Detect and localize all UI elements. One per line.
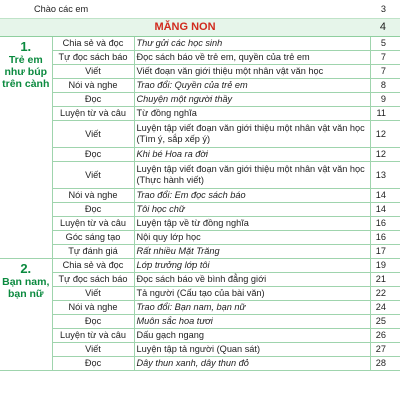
page-number: 14	[370, 189, 400, 203]
page-number: 16	[370, 217, 400, 231]
page-number: 12	[370, 121, 400, 148]
lesson-title: Trao đổi: Bạn nam, bạn nữ	[134, 301, 370, 315]
lesson-title: Luyện tập tả người (Quan sát)	[134, 343, 370, 357]
activity-label: Viết	[52, 343, 134, 357]
activity-label: Viết	[52, 121, 134, 148]
unit-number: 2.	[20, 261, 32, 276]
toc-row	[0, 315, 400, 329]
activity-label: Chia sẻ và đọc	[52, 37, 134, 51]
activity-label: Luyện từ và câu	[52, 329, 134, 343]
activity-label: Nói và nghe	[52, 79, 134, 93]
toc-row	[0, 259, 400, 273]
page-number: 26	[370, 329, 400, 343]
toc-row	[0, 343, 400, 357]
toc-row	[0, 301, 400, 315]
page-number: 14	[370, 203, 400, 217]
theme-title: MĂNG NON	[0, 19, 370, 37]
toc-row	[0, 37, 400, 51]
activity-label: Tự đánh giá	[52, 245, 134, 259]
activity-label: Đọc	[52, 148, 134, 162]
page-number: 8	[370, 79, 400, 93]
toc-row	[0, 162, 400, 189]
unit-number: 1.	[20, 39, 32, 54]
activity-label: Đọc	[52, 357, 134, 371]
activity-label: Viết	[52, 162, 134, 189]
activity-label: Viết	[52, 287, 134, 301]
unit-heading	[0, 259, 52, 371]
activity-label: Nói và nghe	[52, 301, 134, 315]
page-number: 12	[370, 148, 400, 162]
lesson-title: Luyện tập về từ đồng nghĩa	[134, 217, 370, 231]
activity-label: Viết	[52, 65, 134, 79]
page-number: 13	[370, 162, 400, 189]
lesson-title: Chuyện một người thầy	[134, 93, 370, 107]
unit-title: Bạn nam, bạn nữ	[2, 276, 50, 300]
page-number: 9	[370, 93, 400, 107]
lesson-title: Muôn sắc hoa tươi	[134, 315, 370, 329]
activity-label: Tự đọc sách báo	[52, 51, 134, 65]
toc-row	[0, 217, 400, 231]
page-number: 11	[370, 107, 400, 121]
activity-label: Nói và nghe	[52, 189, 134, 203]
lesson-title: Viết đoạn văn giới thiệu một nhân vật văn học	[134, 65, 370, 79]
lesson-title: Luyện tập viết đoạn văn giới thiệu một nhân vật văn học (Tìm ý, sắp xếp ý)	[134, 121, 370, 148]
page-number: 16	[370, 231, 400, 245]
toc-row	[0, 357, 400, 371]
page-number: 21	[370, 273, 400, 287]
toc-row	[0, 231, 400, 245]
page-number: 25	[370, 315, 400, 329]
toc-row	[0, 65, 400, 79]
page-number: 28	[370, 357, 400, 371]
toc-row	[0, 51, 400, 65]
page-number: 19	[370, 259, 400, 273]
lesson-title: Tôi học chữ	[134, 203, 370, 217]
lesson-title: Đọc sách báo về trẻ em, quyền của trẻ em	[134, 51, 370, 65]
lesson-title: Đọc sách báo về bình đẳng giới	[134, 273, 370, 287]
lesson-title: Từ đồng nghĩa	[134, 107, 370, 121]
toc-row	[0, 79, 400, 93]
activity-label: Tự đọc sách báo	[52, 273, 134, 287]
activity-label: Góc sáng tạo	[52, 231, 134, 245]
page-number: 5	[370, 37, 400, 51]
page-number: 17	[370, 245, 400, 259]
page-number: 27	[370, 343, 400, 357]
lesson-title: Trao đổi: Quyền của trẻ em	[134, 79, 370, 93]
page-number: 7	[370, 51, 400, 65]
lesson-title: Thư gửi các học sinh	[134, 37, 370, 51]
lesson-title: Dây thun xanh, dây thun đỏ	[134, 357, 370, 371]
lesson-title: Lớp trưởng lớp tôi	[134, 259, 370, 273]
lesson-title: Rất nhiều Mặt Trăng	[134, 245, 370, 259]
toc-row	[0, 203, 400, 217]
toc-row	[0, 121, 400, 148]
activity-label: Đọc	[52, 203, 134, 217]
activity-label: Chia sẻ và đọc	[52, 259, 134, 273]
page-number: 22	[370, 287, 400, 301]
page-number: 7	[370, 65, 400, 79]
lesson-title: Trao đổi: Em đọc sách báo	[134, 189, 370, 203]
toc-row	[0, 148, 400, 162]
toc-row	[0, 107, 400, 121]
lesson-title: Tả người (Cấu tạo của bài văn)	[134, 287, 370, 301]
lesson-title: Nội quy lớp học	[134, 231, 370, 245]
page-number: 24	[370, 301, 400, 315]
activity-label: Luyện từ và câu	[52, 217, 134, 231]
lesson-title: Dấu gạch ngang	[134, 329, 370, 343]
lesson-title: Luyện tập viết đoạn văn giới thiệu một nhân vật văn học (Thực hành viết)	[134, 162, 370, 189]
activity-label: Luyện từ và câu	[52, 107, 134, 121]
page-number: 3	[370, 0, 400, 19]
lesson-title: Khi bé Hoa ra đời	[134, 148, 370, 162]
toc-row	[0, 93, 400, 107]
unit-title: Trẻ em như búp trên cành	[2, 54, 50, 90]
theme-header-row	[0, 19, 400, 37]
activity-label: Đọc	[52, 93, 134, 107]
toc-row	[0, 329, 400, 343]
page-number: 4	[370, 19, 400, 37]
unit-heading	[0, 37, 52, 259]
toc-row	[0, 273, 400, 287]
toc-intro-row	[0, 0, 400, 19]
toc-row	[0, 287, 400, 301]
intro-label: Chào các em	[0, 0, 370, 19]
activity-label: Đọc	[52, 315, 134, 329]
toc-row	[0, 245, 400, 259]
toc-row	[0, 189, 400, 203]
